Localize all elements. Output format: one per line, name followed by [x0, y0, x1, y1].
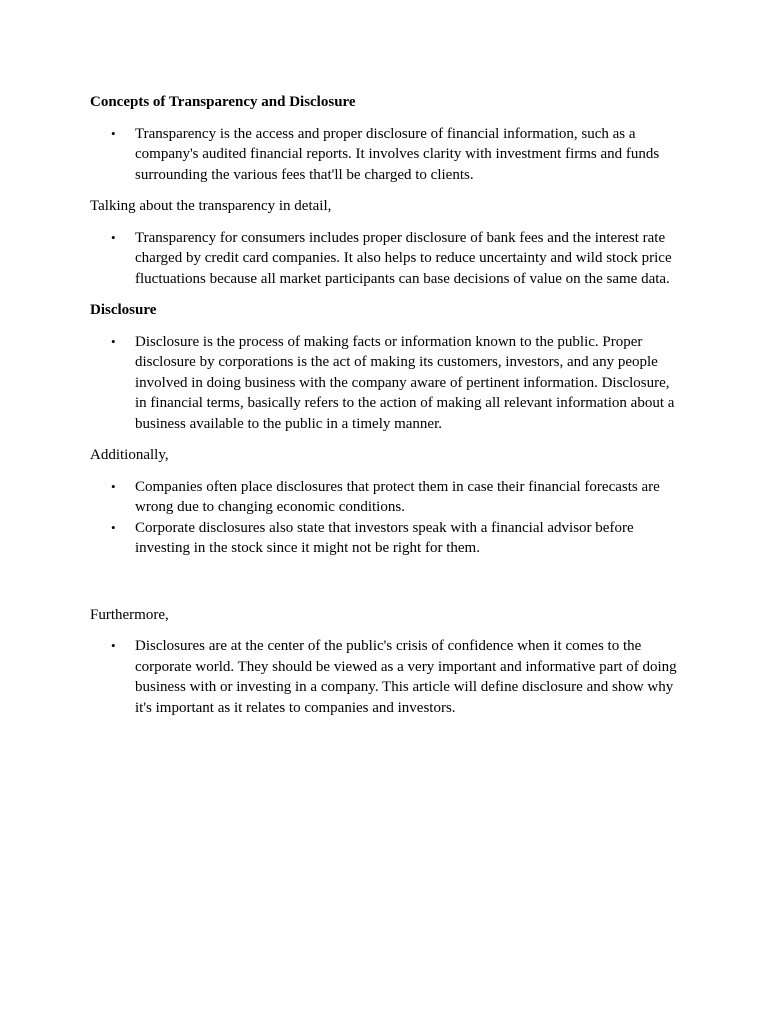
bullet-icon: •	[111, 333, 116, 349]
bullet-list-furthermore	[90, 636, 682, 718]
list-item-text: Companies often place disclosures that protect them in case their financial forecasts are wrong due to changing economic conditions.	[135, 478, 660, 515]
paragraph-additionally: Additionally,	[90, 447, 169, 463]
bullet-list-disclosure	[90, 332, 682, 435]
blank-space	[90, 570, 682, 605]
list-item-text: Transparency for consumers includes proper disclosure of bank fees and the interest rate charged by credit card companies. It also helps to reduce uncertainty and wild stock price fluctuations because all market participants can base decisions of value on the same data.	[135, 229, 672, 287]
list-item	[90, 477, 682, 518]
paragraph-transparency-intro: Talking about the transparency in detail,	[90, 198, 332, 214]
bullet-icon: •	[111, 125, 116, 141]
list-item-text: Corporate disclosures also state that investors speak with a financial advisor before investing in the stock since it might not be right for them.	[135, 519, 634, 556]
bullet-icon: •	[111, 478, 116, 494]
list-item-text: Disclosures are at the center of the public's crisis of confidence when it comes to the corporate world. They should be viewed as a very important and informative part of doing business with or investing in a company. This article will define disclosure and show why it's important as it relates to companies and investors.	[135, 638, 677, 716]
list-item	[90, 518, 682, 559]
list-item	[90, 228, 682, 290]
bullet-icon: •	[111, 638, 116, 653]
document-page	[90, 92, 682, 729]
bullet-list-transparency	[90, 228, 682, 290]
bullet-icon: •	[111, 519, 116, 535]
list-item-text: Transparency is the access and proper disclosure of financial information, such as a company's audited financial reports. It involves clarity with investment firms and funds surrounding the various fees that'll be charged to clients.	[135, 125, 660, 183]
list-item	[90, 636, 682, 718]
paragraph-furthermore: Furthermore,	[90, 606, 169, 623]
section-heading-concepts: Concepts of Transparency and Disclosure	[90, 94, 356, 110]
list-item	[90, 124, 682, 186]
bullet-list-additionally	[90, 477, 682, 559]
list-item-text: Disclosure is the process of making facts or information known to the public. Proper disclosure by corporations is the act of making its customers, investors, and any people involved in doing business with the company aware of pertinent information. Disclosure, in financial terms, basically refers to the action of making all relevant information about a business available to the public in a timely manner.	[135, 333, 675, 432]
bullet-list-concepts	[90, 124, 682, 186]
section-heading-disclosure: Disclosure	[90, 302, 157, 318]
list-item	[90, 332, 682, 435]
bullet-icon: •	[111, 229, 116, 245]
